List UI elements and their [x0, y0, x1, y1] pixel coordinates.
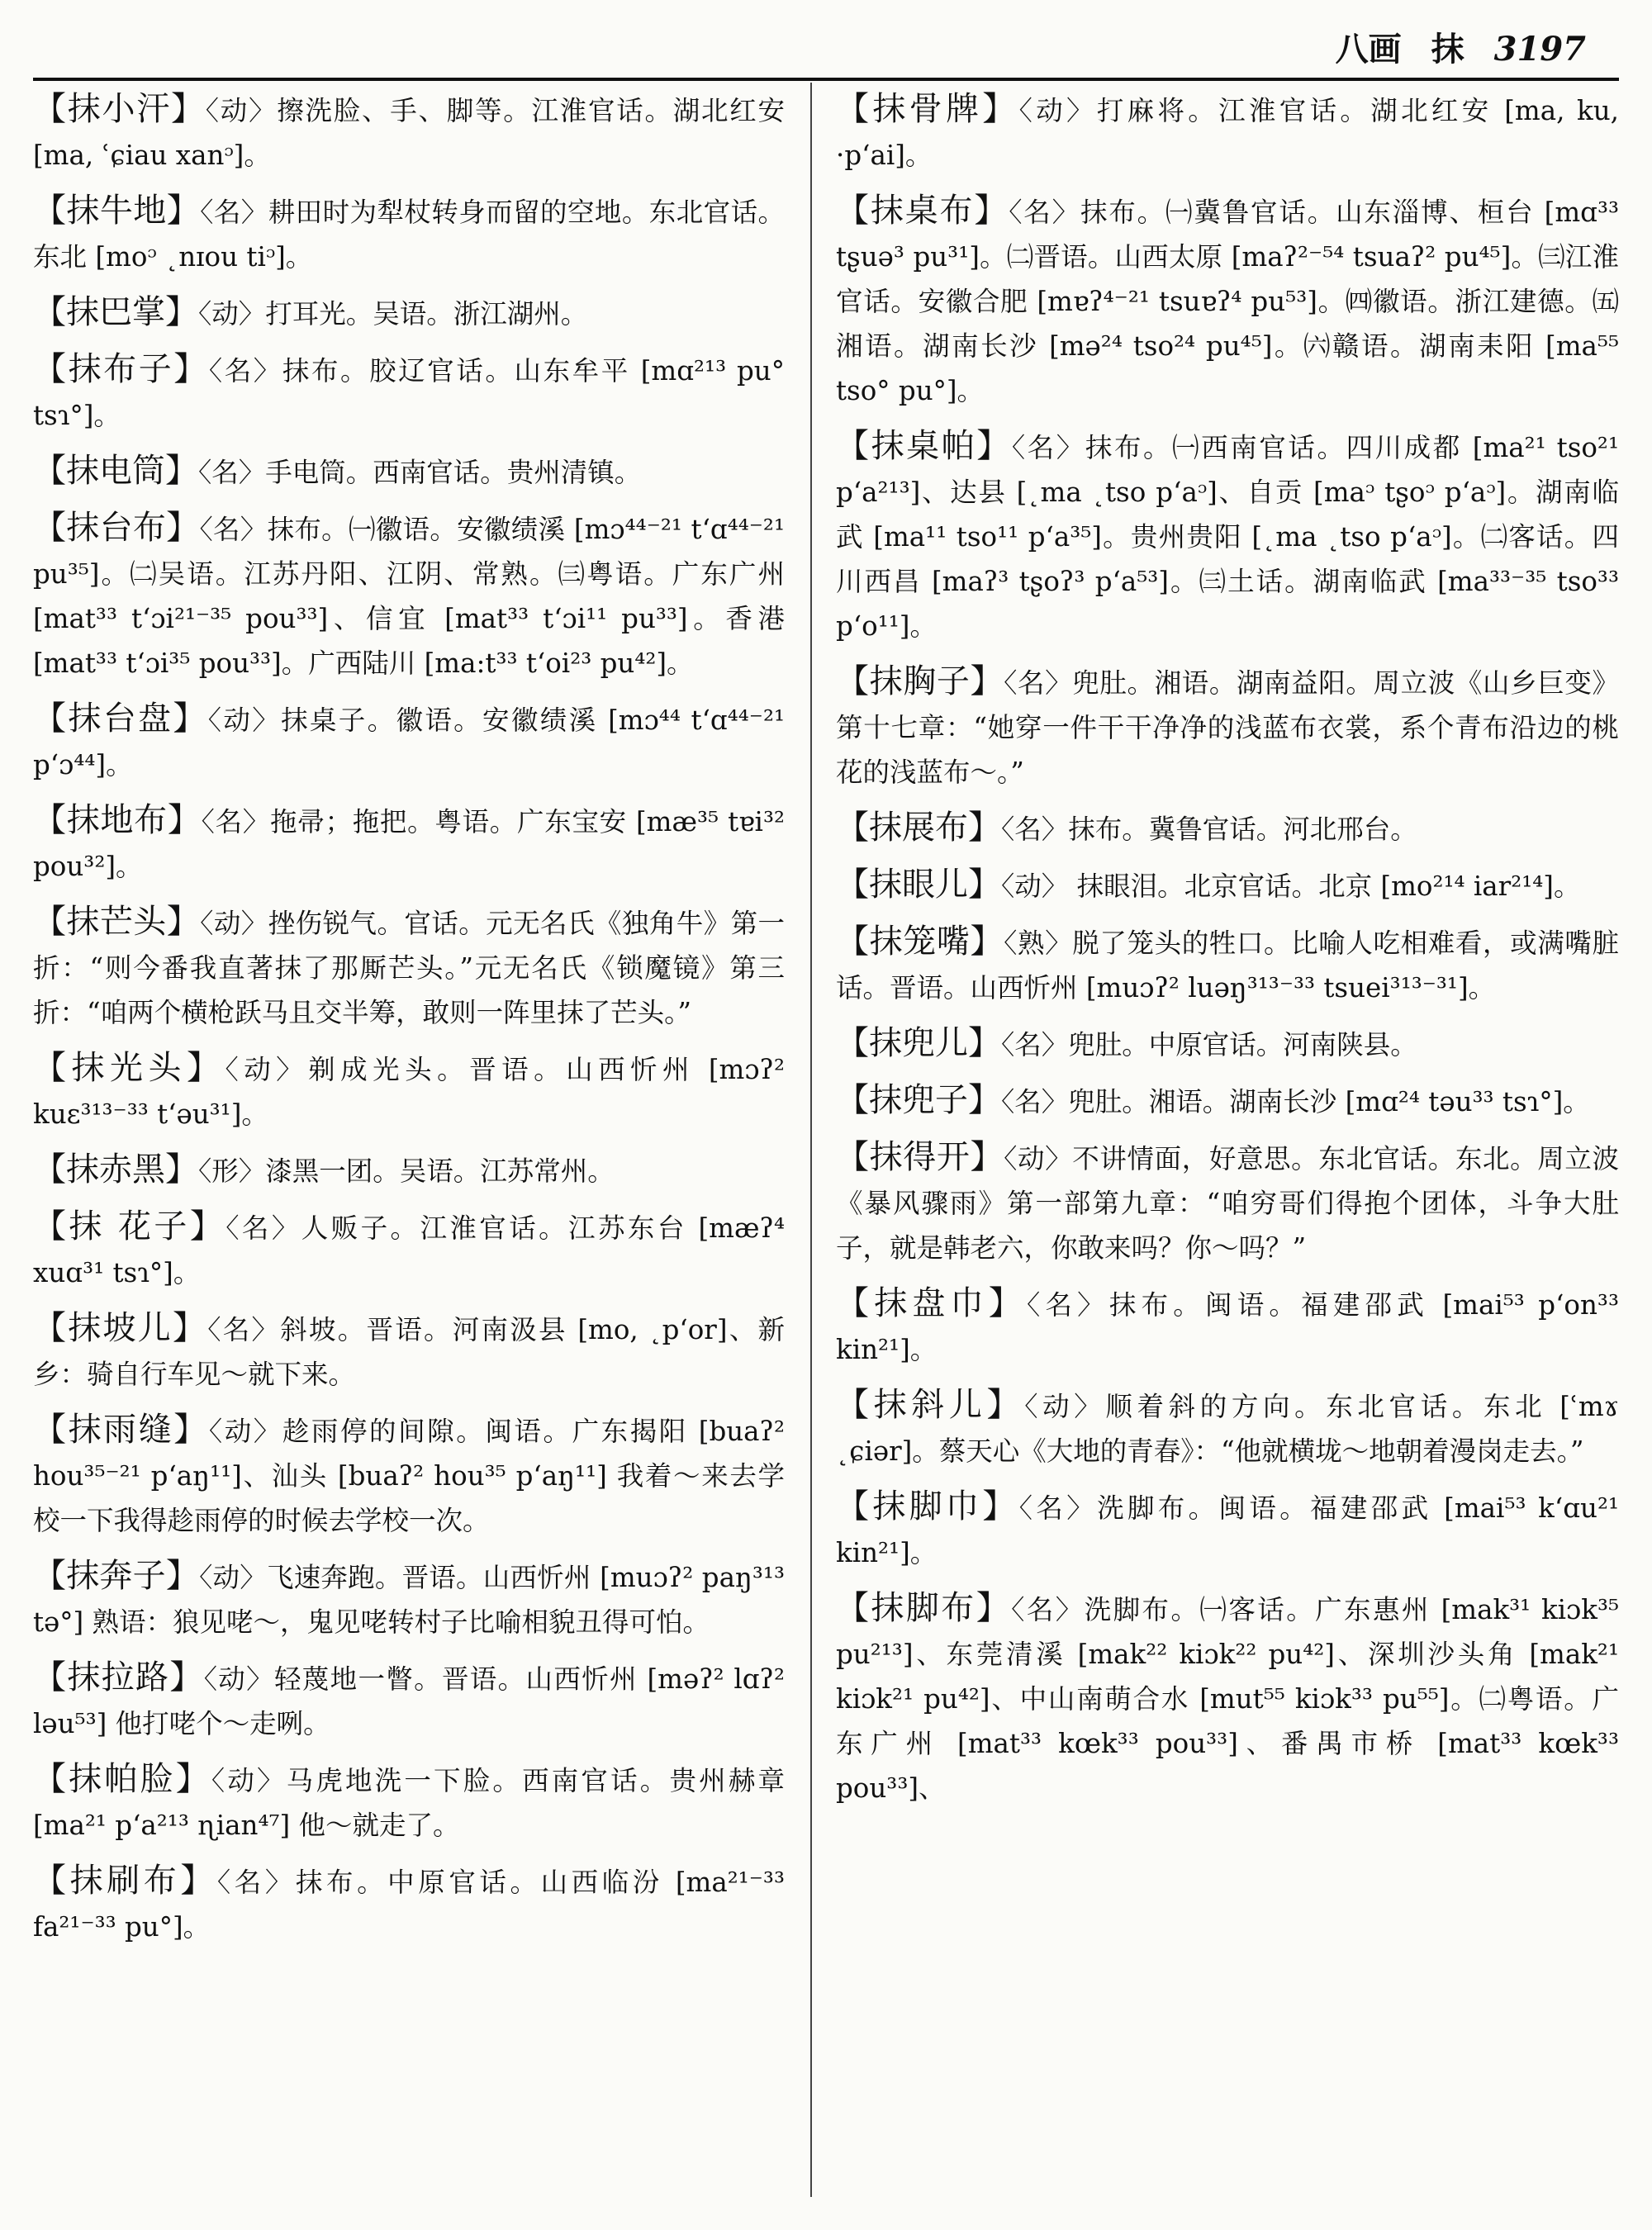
- definition: 〈名〉抹布。胶辽官话。山东牟平 [mɑ²¹³ pu° tsɿ°]。: [33, 355, 785, 431]
- definition: 〈动〉剃成光头。晋语。山西忻州 [mɔʔ² kuɛ³¹³⁻³³ tʻəu³¹]。: [33, 1054, 785, 1130]
- entry: [836, 1484, 1619, 1575]
- entry: [33, 1306, 785, 1397]
- headword: 【抹电筒】: [33, 452, 198, 490]
- entry: [33, 696, 785, 787]
- definition: 〈动〉打耳光。吴语。浙江湖州。: [198, 298, 588, 330]
- definition: 〈动〉不讲情面，好意思。东北官话。东北。周立波《暴风骤雨》第一部第九章：“咱穷哥们得抱个团体，斗争大肚子，就是韩老六，你敢来吗？你～吗？”: [836, 1143, 1619, 1264]
- definition: 〈名〉抹布。冀鲁官话。河北邢台。: [1001, 814, 1417, 845]
- headword: 【抹桌帕】: [836, 427, 1012, 465]
- definition: 〈名〉手电筒。西南官话。贵州清镇。: [198, 457, 642, 488]
- headword: 【抹桌布】: [836, 192, 1009, 230]
- definition: 〈名〉拖帚；拖把。粤语。广东宝安 [mæ³⁵ tɐi³² pou³²]。: [33, 806, 785, 882]
- headword: 【抹赤黑】: [33, 1151, 198, 1189]
- entry: [836, 862, 1619, 909]
- headword: 【抹斜儿】: [836, 1386, 1025, 1424]
- header-rule: [33, 78, 1619, 81]
- headword: 【抹巴掌】: [33, 293, 198, 331]
- entry: [33, 1407, 785, 1543]
- running-head: [1336, 23, 1586, 70]
- definition: 〈动〉 抹眼泪。北京官话。北京 [mo²¹⁴ iar²¹⁴]。: [1001, 871, 1581, 902]
- entry: [836, 1383, 1619, 1473]
- headword: 【抹脚布】: [836, 1589, 1012, 1627]
- entry: [33, 1757, 785, 1848]
- entry: [33, 290, 785, 336]
- entry: [33, 1147, 785, 1193]
- entry: [33, 899, 785, 1035]
- headword: 【抹骨牌】: [836, 90, 1019, 128]
- definition: 〈名〉斜坡。晋语。河南汲县 [mo, ˛pʻor]、新乡：骑自行车见～就下来。: [33, 1314, 785, 1390]
- definition: 〈动〉趁雨停的间隙。闽语。广东揭阳 [buaʔ² hou³⁵⁻²¹ pʻaŋ¹¹]、汕头 [buaʔ² hou³⁵ pʻaŋ¹¹] 我着～来去学校一下我得趁雨停的时候去学校一次。: [33, 1416, 785, 1536]
- definition: 〈动〉擦洗脸、手、脚等。江淮官话。湖北红安 [ma, ʿɕiau xanᵓ]。: [33, 95, 785, 171]
- entry: [33, 505, 785, 686]
- headword: 【抹眼儿】: [836, 866, 1001, 904]
- entry: [33, 448, 785, 495]
- entry: [836, 659, 1619, 795]
- page-number: 3197: [1493, 30, 1586, 69]
- definition: 〈名〉兜肚。湘语。湖南长沙 [mɑ²⁴ təu³³ tsɿ°]。: [1001, 1086, 1590, 1117]
- definition: 〈名〉耕田时为犁杖转身而留的空地。东北官话。东北 [moᵓ ˛nɪou tiᵓ]。: [33, 197, 785, 273]
- headword: 【抹台布】: [33, 509, 200, 547]
- entry: [33, 188, 785, 279]
- headword: 【抹小汗】: [33, 90, 206, 128]
- left-column: [33, 87, 785, 2197]
- headword: 【抹盘巾】: [836, 1284, 1028, 1322]
- definition: 〈名〉抹布。㈠西南官话。四川成都 [ma²¹ tso²¹ pʻa²¹³]、达县 [˛ma ˛tso pʻaᵓ]、自贡 [maᵓ tʂoᵓ pʻaᵓ]。湖南临武 [ma¹¹ tso¹¹ pʻa³⁵]。贵州贵阳 [˛ma ˛tso pʻaᵓ]。㈡客话。四川西昌 [maʔ³ tʂoʔ³ pʻa⁵³]。㈢土话。湖南临武 [ma³³⁻³⁵ tso³³ pʻo¹¹]。: [836, 432, 1619, 642]
- headword: 【抹兜子】: [836, 1081, 1001, 1119]
- entry: [836, 919, 1619, 1010]
- entry: [33, 1204, 785, 1295]
- section-char: 抹: [1431, 30, 1464, 69]
- headword: 【抹兜儿】: [836, 1024, 1001, 1062]
- entry: [836, 424, 1619, 648]
- definition: 〈名〉抹布。㈠徽语。安徽绩溪 [mɔ⁴⁴⁻²¹ tʻɑ⁴⁴⁻²¹ pu³⁵]。㈡吴语。江苏丹阳、江阴、常熟。㈢粤语。广东广州 [mat³³ tʻɔi²¹⁻³⁵ pou³³]、信宜 [mat³³ tʻɔi¹¹ pu³³]。香港 [mat³³ tʻɔi³⁵ pou³³]。广西陆川 [ma:t³³ tʻoi²³ pu⁴²]。: [33, 514, 785, 679]
- definition: 〈名〉抹布。㈠冀鲁官话。山东淄博、桓台 [mɑ³³ tʂuə³ pu³¹]。㈡晋语。山西太原 [maʔ²⁻⁵⁴ tsuaʔ² pu⁴⁵]。㈢江淮官话。安徽合肥 [mɐʔ⁴⁻²¹ tsuɐʔ⁴ pu⁵³]。㈣徽语。浙江建德。㈤湘语。湖南长沙 [mə²⁴ tso²⁴ pu⁴⁵]。㈥赣语。湖南耒阳 [ma⁵⁵ tso° pu°]。: [836, 197, 1619, 406]
- definition: 〈名〉洗脚布。㈠客话。广东惠州 [mak³¹ kiɔk³⁵ pu²¹³]、东莞清溪 [mak²² kiɔk²² pu⁴²]、深圳沙头角 [mak²¹ kiɔk²¹ pu⁴²]、中山南萌合水 [mut⁵⁵ kiɔk³³ pu⁵⁵]。㈡粤语。广东广州 [mat³³ kœk³³ pou³³]、番禺市桥 [mat³³ kœk³³ pou³³]、: [836, 1594, 1619, 1804]
- definition: 〈名〉兜肚。湘语。湖南益阳。周立波《山乡巨变》第十七章：“她穿一件干干净净的浅蓝布衣裳，系个青布沿边的桃花的浅蓝布～。”: [836, 667, 1619, 788]
- entry: [836, 1281, 1619, 1372]
- headword: 【抹拉路】: [33, 1658, 204, 1696]
- definition: 〈熟〉脱了笼头的牲口。比喻人吃相难看，或满嘴脏话。晋语。山西忻州 [muɔʔ² luəŋ³¹³⁻³³ tsuei³¹³⁻³¹]。: [836, 928, 1619, 1004]
- definition: 〈名〉人贩子。江淮官话。江苏东台 [mæʔ⁴ xuɑ³¹ tsɿ°]。: [33, 1212, 785, 1288]
- entry: [836, 1135, 1619, 1270]
- definition: 〈动〉轻蔑地一瞥。晋语。山西忻州 [məʔ² lɑʔ² ləu⁵³] 他打咾个～走咧。: [33, 1663, 785, 1739]
- headword: 【抹得开】: [836, 1138, 1004, 1176]
- entry: [33, 1858, 785, 1949]
- headword: 【抹 花子】: [33, 1208, 226, 1245]
- headword: 【抹帕脸】: [33, 1760, 211, 1798]
- headword: 【抹光头】: [33, 1049, 225, 1087]
- definition: 〈动〉飞速奔跑。晋语。山西忻州 [muɔʔ² paŋ³¹³ tə°] 熟语：狼见咾～，鬼见咾转村子比喻相貌丑得可怕。: [33, 1562, 785, 1638]
- definition: 〈形〉漆黑一团。吴语。江苏常州。: [198, 1155, 615, 1187]
- definition: 〈名〉兜肚。中原官话。河南陕县。: [1001, 1029, 1417, 1060]
- headword: 【抹胸子】: [836, 662, 1004, 700]
- definition: 〈动〉顺着斜的方向。东北官话。东北 [ʿmɤ ˛ɕiər]。蔡天心《大地的青春》：“他就横垅～地朝着漫岗走去。”: [836, 1391, 1619, 1467]
- definition: 〈动〉打麻将。江淮官话。湖北红安 [ma, ku, ·pʻai]。: [836, 95, 1619, 171]
- headword: 【抹展布】: [836, 809, 1001, 847]
- headword: 【抹脚巾】: [836, 1487, 1019, 1525]
- definition: 〈动〉抹桌子。徽语。安徽绩溪 [mɔ⁴⁴ tʻɑ⁴⁴⁻²¹ pʻɔ⁴⁴]。: [33, 705, 785, 780]
- headword: 【抹布子】: [33, 350, 209, 388]
- definition: 〈名〉抹布。中原官话。山西临汾 [ma²¹⁻³³ fa²¹⁻³³ pu°]。: [33, 1867, 785, 1943]
- page-header: [0, 18, 1652, 76]
- headword: 【抹坡儿】: [33, 1309, 208, 1347]
- column-divider: [810, 83, 812, 2197]
- section-label: 八画: [1335, 30, 1402, 69]
- definition: 〈名〉洗脚布。闽语。福建邵武 [mai⁵³ kʻɑu²¹ kin²¹]。: [836, 1492, 1619, 1568]
- entry: [33, 1554, 785, 1644]
- headword: 【抹台盘】: [33, 700, 208, 738]
- entry: [33, 347, 785, 438]
- definition: 〈名〉抹布。闽语。福建邵武 [mai⁵³ pʻon³³ kin²¹]。: [836, 1289, 1619, 1365]
- entry: [33, 87, 785, 178]
- entry: [33, 1046, 785, 1136]
- definition: 〈动〉挫伤锐气。官话。元无名氏《独角牛》第一折：“则今番我直著抹了那厮芒头。”元无名氏《锁魔镜》第三折：“咱两个横枪跃马且交半筹，敢则一阵里抹了芒头。”: [33, 908, 785, 1028]
- entry: [836, 1586, 1619, 1810]
- headword: 【抹奔子】: [33, 1557, 200, 1595]
- entry: [836, 805, 1619, 852]
- entry: [33, 798, 785, 889]
- entry: [836, 87, 1619, 178]
- headword: 【抹刷布】: [33, 1862, 217, 1900]
- headword: 【抹笼嘴】: [836, 923, 1004, 961]
- definition: 〈动〉马虎地洗一下脸。西南官话。贵州赫章 [ma²¹ pʻa²¹³ ɳian⁴⁷] 他～就走了。: [33, 1765, 785, 1841]
- right-column: [836, 87, 1619, 2197]
- headword: 【抹芒头】: [33, 903, 201, 941]
- entry: [836, 1021, 1619, 1067]
- headword: 【抹地布】: [33, 801, 202, 839]
- entry: [836, 188, 1619, 413]
- headword: 【抹牛地】: [33, 192, 201, 230]
- headword: 【抹雨缝】: [33, 1411, 209, 1449]
- entry: [836, 1078, 1619, 1124]
- entry: [33, 1655, 785, 1746]
